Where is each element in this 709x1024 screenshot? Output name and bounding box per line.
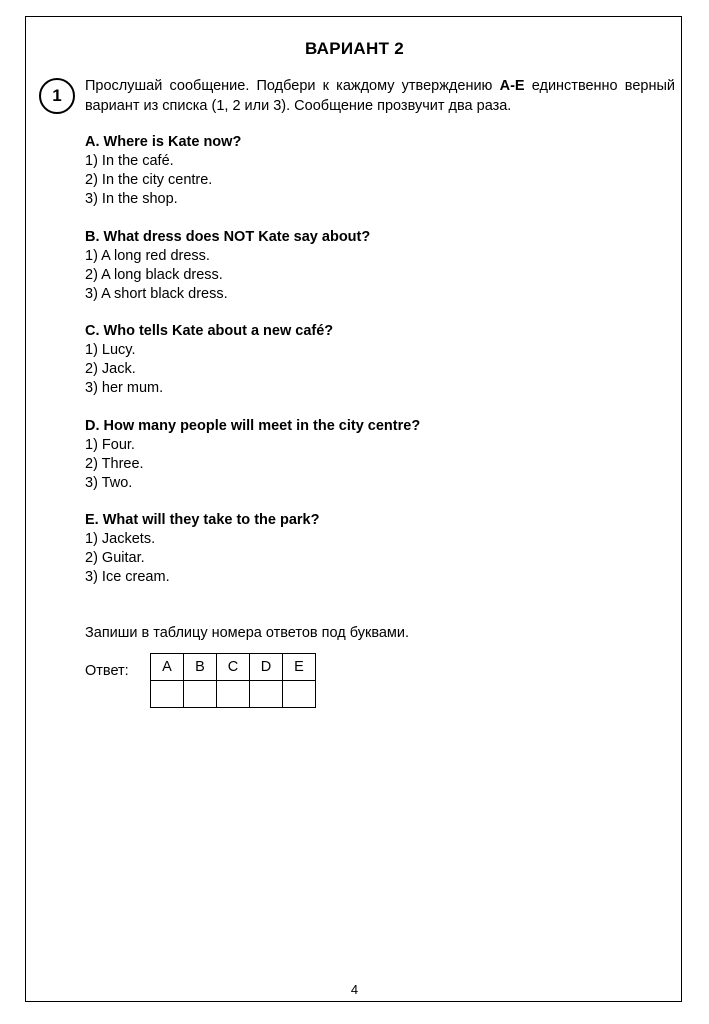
answer-label: Ответ: xyxy=(85,663,129,679)
answer-header-d: D xyxy=(250,654,283,681)
answer-header-b: B xyxy=(184,654,217,681)
answer-table-input-row xyxy=(151,681,316,708)
answer-table xyxy=(150,653,316,708)
instruction-text-start: Прослушай сообщение. Подбери к каждому утверждению xyxy=(85,78,500,94)
task-number-badge: 1 xyxy=(39,78,75,114)
answer-instruction: Запиши в таблицу номера ответов под буквами. xyxy=(85,625,410,641)
option-item: 1) Jackets. xyxy=(85,531,156,547)
option-item: 2) In the city centre. xyxy=(85,172,213,188)
option-item: 1) Four. xyxy=(85,437,135,453)
question-d xyxy=(85,417,645,493)
question-text: E. What will they take to the park? xyxy=(85,512,320,528)
answer-table-header-row xyxy=(151,654,316,681)
question-e xyxy=(85,511,645,587)
answer-cell-c[interactable] xyxy=(217,681,250,708)
answer-header-c: C xyxy=(217,654,250,681)
answer-cell-a[interactable] xyxy=(151,681,184,708)
answer-cell-e[interactable] xyxy=(283,681,316,708)
question-c xyxy=(85,322,645,398)
option-item: 2) Guitar. xyxy=(85,550,145,566)
page-title: ВАРИАНТ 2 xyxy=(304,39,405,58)
option-item: 1) Lucy. xyxy=(85,342,136,358)
page-number: 4 xyxy=(350,982,359,997)
option-item: 2) Jack. xyxy=(85,361,136,377)
option-item: 3) In the shop. xyxy=(85,191,178,207)
option-item: 3) Ice cream. xyxy=(85,569,170,585)
option-item: 2) A long black dress. xyxy=(85,267,223,283)
option-item: 1) A long red dress. xyxy=(85,248,210,264)
question-a xyxy=(85,133,645,209)
answer-header-a: A xyxy=(151,654,184,681)
option-item: 3) A short black dress. xyxy=(85,286,228,302)
question-b xyxy=(85,228,645,304)
answer-cell-d[interactable] xyxy=(250,681,283,708)
instruction-text-end: единственно верный вариант из списка (1, 2 или 3). Сообщение прозвучит два раза. xyxy=(85,78,675,114)
question-text: C. Who tells Kate about a new café? xyxy=(85,323,334,339)
answer-header-e: E xyxy=(283,654,316,681)
question-text: D. How many people will meet in the city centre? xyxy=(85,418,421,434)
instruction-text-bold: A-E xyxy=(499,78,525,94)
option-item: 3) Two. xyxy=(85,475,133,491)
task-instruction xyxy=(85,76,675,116)
option-item: 1) In the café. xyxy=(85,153,174,169)
question-text: B. What dress does NOT Kate say about? xyxy=(85,229,371,245)
answer-cell-b[interactable] xyxy=(184,681,217,708)
option-item: 3) her mum. xyxy=(85,380,164,396)
question-text: A. Where is Kate now? xyxy=(85,134,242,150)
option-item: 2) Three. xyxy=(85,456,144,472)
